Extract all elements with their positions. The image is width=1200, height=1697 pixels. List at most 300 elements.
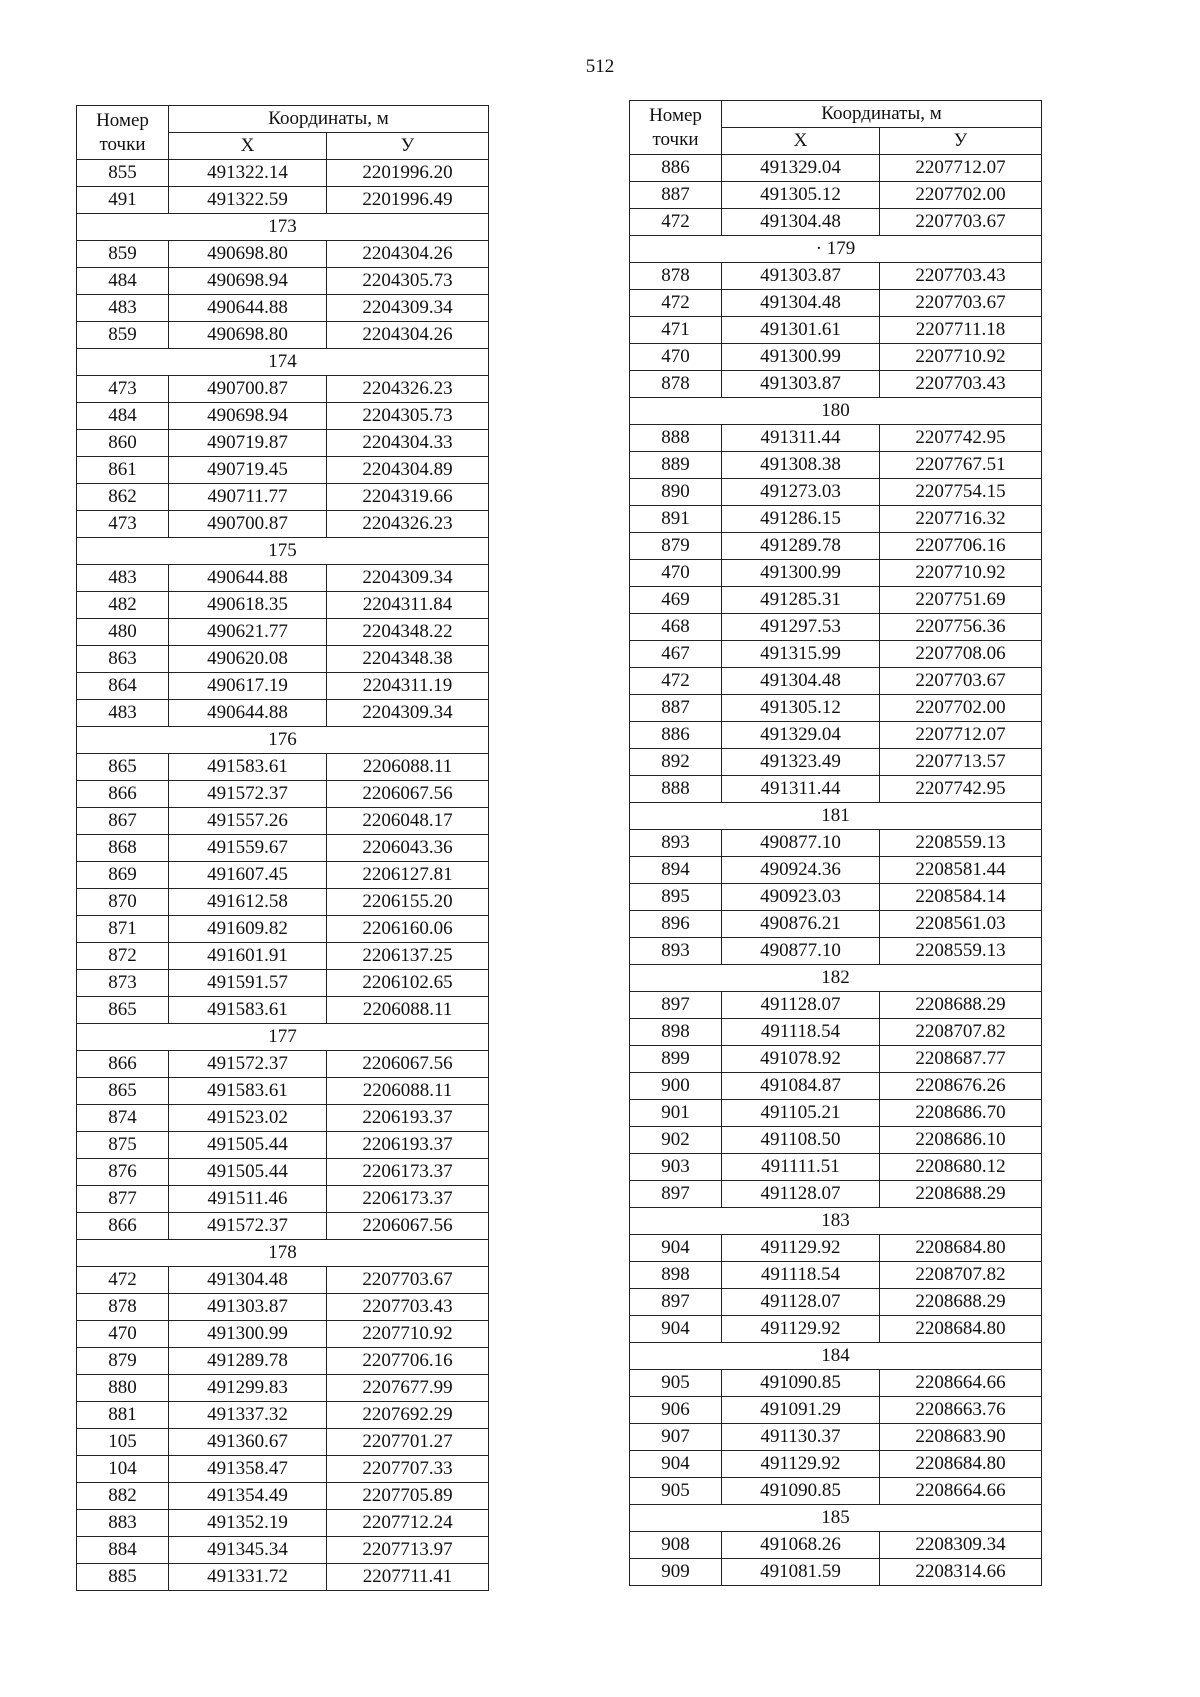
- x-coordinate-cell: 491304.48: [722, 209, 880, 236]
- y-coordinate-cell: 2208314.66: [880, 1559, 1042, 1586]
- x-coordinate-cell: 490698.94: [169, 268, 327, 295]
- point-number-cell: 898: [630, 1262, 722, 1289]
- y-coordinate-cell: 2206067.56: [327, 1213, 489, 1240]
- point-number-cell: 898: [630, 1019, 722, 1046]
- table-row: [630, 749, 1042, 776]
- point-number-cell: 886: [630, 155, 722, 182]
- point-number-cell: 473: [77, 511, 169, 538]
- table-row: [630, 1424, 1042, 1451]
- x-coordinate-cell: 490700.87: [169, 511, 327, 538]
- table-row: [630, 290, 1042, 317]
- point-number-cell: 883: [77, 1510, 169, 1537]
- y-coordinate-cell: 2207742.95: [880, 425, 1042, 452]
- y-coordinate-cell: 2204326.23: [327, 511, 489, 538]
- y-coordinate-cell: 2208684.80: [880, 1451, 1042, 1478]
- x-coordinate-cell: 491583.61: [169, 1078, 327, 1105]
- x-coordinate-cell: 491297.53: [722, 614, 880, 641]
- x-coordinate-cell: 491322.59: [169, 187, 327, 214]
- point-number-cell: 866: [77, 781, 169, 808]
- table-row: [630, 1451, 1042, 1478]
- section-row: [630, 1343, 1042, 1370]
- x-coordinate-cell: 491612.58: [169, 889, 327, 916]
- section-label: 177: [77, 1024, 489, 1051]
- table-row: [77, 1186, 489, 1213]
- table-row: [630, 1370, 1042, 1397]
- table-row: [77, 970, 489, 997]
- section-row: [77, 727, 489, 754]
- y-coordinate-cell: 2206193.37: [327, 1132, 489, 1159]
- y-coordinate-cell: 2204311.84: [327, 592, 489, 619]
- y-coordinate-cell: 2206137.25: [327, 943, 489, 970]
- table-row: [630, 479, 1042, 506]
- y-coordinate-cell: 2204348.22: [327, 619, 489, 646]
- y-coordinate-cell: 2207706.16: [327, 1348, 489, 1375]
- y-coordinate-cell: 2204304.26: [327, 241, 489, 268]
- x-coordinate-cell: 491609.82: [169, 916, 327, 943]
- y-header: У: [880, 128, 1042, 155]
- table-row: [77, 187, 489, 214]
- x-coordinate-cell: 491301.61: [722, 317, 880, 344]
- section-label: 182: [630, 965, 1042, 992]
- x-coordinate-cell: 490700.87: [169, 376, 327, 403]
- table-body-right: [630, 155, 1042, 1586]
- point-number-cell: 865: [77, 754, 169, 781]
- point-number-cell: 866: [77, 1213, 169, 1240]
- x-coordinate-cell: 491308.38: [722, 452, 880, 479]
- point-number-cell: 882: [77, 1483, 169, 1510]
- point-number-cell: 870: [77, 889, 169, 916]
- table-row: [630, 911, 1042, 938]
- point-number-cell: 888: [630, 776, 722, 803]
- y-coordinate-cell: 2206067.56: [327, 781, 489, 808]
- x-coordinate-cell: 491118.54: [722, 1019, 880, 1046]
- x-coordinate-cell: 491311.44: [722, 776, 880, 803]
- table-row: [630, 1019, 1042, 1046]
- point-number-cell: 909: [630, 1559, 722, 1586]
- x-coordinate-cell: 491305.12: [722, 182, 880, 209]
- y-coordinate-cell: 2204326.23: [327, 376, 489, 403]
- point-number-cell: 483: [77, 295, 169, 322]
- y-coordinate-cell: 2207713.97: [327, 1537, 489, 1564]
- y-header: У: [327, 133, 489, 160]
- point-number-cell: 867: [77, 808, 169, 835]
- table-row: [630, 317, 1042, 344]
- y-coordinate-cell: 2208309.34: [880, 1532, 1042, 1559]
- point-number-cell: 484: [77, 403, 169, 430]
- table-row: [630, 857, 1042, 884]
- y-coordinate-cell: 2207716.32: [880, 506, 1042, 533]
- y-coordinate-cell: 2208707.82: [880, 1262, 1042, 1289]
- x-coordinate-cell: 490876.21: [722, 911, 880, 938]
- table-row: [77, 1105, 489, 1132]
- point-number-cell: 879: [630, 533, 722, 560]
- point-number-header: [77, 106, 169, 160]
- y-coordinate-cell: 2207712.24: [327, 1510, 489, 1537]
- point-number-cell: 885: [77, 1564, 169, 1591]
- table-row: [77, 754, 489, 781]
- table-row: [630, 992, 1042, 1019]
- point-number-cell: 878: [630, 263, 722, 290]
- point-number-cell: 869: [77, 862, 169, 889]
- table-row: [630, 1235, 1042, 1262]
- section-label: 185: [630, 1505, 1042, 1532]
- x-coordinate-cell: 490621.77: [169, 619, 327, 646]
- point-number-header-line2: точки: [99, 133, 146, 155]
- x-coordinate-cell: 491289.78: [722, 533, 880, 560]
- table-row: [77, 1402, 489, 1429]
- y-coordinate-cell: 2207710.92: [880, 560, 1042, 587]
- point-number-cell: 877: [77, 1186, 169, 1213]
- y-coordinate-cell: 2206193.37: [327, 1105, 489, 1132]
- point-number-cell: 878: [630, 371, 722, 398]
- y-coordinate-cell: 2208686.10: [880, 1127, 1042, 1154]
- point-number-cell: 865: [77, 997, 169, 1024]
- x-coordinate-cell: 491345.34: [169, 1537, 327, 1564]
- point-number-cell: 482: [77, 592, 169, 619]
- section-row: [77, 1240, 489, 1267]
- y-coordinate-cell: 2204319.66: [327, 484, 489, 511]
- table-row: [77, 646, 489, 673]
- point-number-cell: 908: [630, 1532, 722, 1559]
- x-coordinate-cell: 491130.37: [722, 1424, 880, 1451]
- table-row: [630, 1181, 1042, 1208]
- x-coordinate-cell: 491572.37: [169, 1051, 327, 1078]
- table-row: [630, 1397, 1042, 1424]
- point-number-cell: 864: [77, 673, 169, 700]
- x-coordinate-cell: 491505.44: [169, 1159, 327, 1186]
- point-number-cell: 872: [77, 943, 169, 970]
- x-coordinate-cell: 491337.32: [169, 1402, 327, 1429]
- table-row: [630, 1154, 1042, 1181]
- x-coordinate-cell: 491352.19: [169, 1510, 327, 1537]
- x-coordinate-cell: 491591.57: [169, 970, 327, 997]
- point-number-cell: 888: [630, 425, 722, 452]
- table-row: [630, 425, 1042, 452]
- y-coordinate-cell: 2208561.03: [880, 911, 1042, 938]
- point-number-cell: 483: [77, 700, 169, 727]
- y-coordinate-cell: 2207712.07: [880, 722, 1042, 749]
- x-coordinate-cell: 491305.12: [722, 695, 880, 722]
- point-number-cell: 868: [77, 835, 169, 862]
- point-number-cell: 471: [630, 317, 722, 344]
- section-label: 176: [77, 727, 489, 754]
- x-header: X: [722, 128, 880, 155]
- table-row: [77, 1483, 489, 1510]
- table-row: [77, 1456, 489, 1483]
- x-coordinate-cell: 491303.87: [169, 1294, 327, 1321]
- table-row: [77, 862, 489, 889]
- table-row: [77, 1213, 489, 1240]
- y-coordinate-cell: 2206048.17: [327, 808, 489, 835]
- x-coordinate-cell: 491273.03: [722, 479, 880, 506]
- y-coordinate-cell: 2207702.00: [880, 695, 1042, 722]
- y-coordinate-cell: 2206127.81: [327, 862, 489, 889]
- point-number-cell: 484: [77, 268, 169, 295]
- y-coordinate-cell: 2207692.29: [327, 1402, 489, 1429]
- y-coordinate-cell: 2206173.37: [327, 1186, 489, 1213]
- point-number-cell: 897: [630, 1181, 722, 1208]
- point-number-cell: 901: [630, 1100, 722, 1127]
- section-label: 174: [77, 349, 489, 376]
- y-coordinate-cell: 2208676.26: [880, 1073, 1042, 1100]
- y-coordinate-cell: 2207703.43: [880, 263, 1042, 290]
- table-row: [77, 1537, 489, 1564]
- x-coordinate-cell: 491557.26: [169, 808, 327, 835]
- x-coordinate-cell: 490877.10: [722, 938, 880, 965]
- point-number-cell: 897: [630, 1289, 722, 1316]
- x-coordinate-cell: 491111.51: [722, 1154, 880, 1181]
- y-coordinate-cell: 2204309.34: [327, 295, 489, 322]
- point-number-cell: 887: [630, 695, 722, 722]
- x-coordinate-cell: 491311.44: [722, 425, 880, 452]
- point-number-cell: 906: [630, 1397, 722, 1424]
- point-number-cell: 904: [630, 1451, 722, 1478]
- table-row: [630, 938, 1042, 965]
- y-coordinate-cell: 2207703.67: [880, 209, 1042, 236]
- x-coordinate-cell: 490924.36: [722, 857, 880, 884]
- point-number-cell: 470: [77, 1321, 169, 1348]
- point-number-cell: 470: [630, 344, 722, 371]
- y-coordinate-cell: 2208581.44: [880, 857, 1042, 884]
- y-coordinate-cell: 2207767.51: [880, 452, 1042, 479]
- y-coordinate-cell: 2204304.33: [327, 430, 489, 457]
- x-coordinate-cell: 491358.47: [169, 1456, 327, 1483]
- y-coordinate-cell: 2208663.76: [880, 1397, 1042, 1424]
- point-number-cell: 470: [630, 560, 722, 587]
- x-coordinate-cell: 491505.44: [169, 1132, 327, 1159]
- table-row: [630, 155, 1042, 182]
- x-coordinate-cell: 491108.50: [722, 1127, 880, 1154]
- point-number-cell: 893: [630, 830, 722, 857]
- table-row: [630, 587, 1042, 614]
- point-number-cell: 875: [77, 1132, 169, 1159]
- table-row: [630, 560, 1042, 587]
- y-coordinate-cell: 2207756.36: [880, 614, 1042, 641]
- x-coordinate-cell: 491523.02: [169, 1105, 327, 1132]
- table-row: [630, 884, 1042, 911]
- point-number-cell: 894: [630, 857, 722, 884]
- y-coordinate-cell: 2204348.38: [327, 646, 489, 673]
- y-coordinate-cell: 2204311.19: [327, 673, 489, 700]
- table-row: [630, 722, 1042, 749]
- y-coordinate-cell: 2207711.18: [880, 317, 1042, 344]
- y-coordinate-cell: 2206043.36: [327, 835, 489, 862]
- point-number-cell: 105: [77, 1429, 169, 1456]
- y-coordinate-cell: 2208707.82: [880, 1019, 1042, 1046]
- table-row: [630, 695, 1042, 722]
- table-row: [630, 452, 1042, 479]
- section-row: [77, 1024, 489, 1051]
- x-coordinate-cell: 490719.87: [169, 430, 327, 457]
- point-number-cell: 472: [630, 668, 722, 695]
- point-number-cell: 905: [630, 1370, 722, 1397]
- coordinates-header: Координаты, м: [169, 106, 489, 133]
- x-coordinate-cell: 491304.48: [722, 668, 880, 695]
- point-number-cell: 473: [77, 376, 169, 403]
- x-coordinate-cell: 491090.85: [722, 1370, 880, 1397]
- y-coordinate-cell: 2207742.95: [880, 776, 1042, 803]
- y-coordinate-cell: 2204309.34: [327, 565, 489, 592]
- coordinates-header: Координаты, м: [722, 101, 1042, 128]
- table-row: [630, 830, 1042, 857]
- y-coordinate-cell: 2207701.27: [327, 1429, 489, 1456]
- point-number-cell: 469: [630, 587, 722, 614]
- table-row: [630, 1127, 1042, 1154]
- x-coordinate-cell: 490620.08: [169, 646, 327, 673]
- y-coordinate-cell: 2207711.41: [327, 1564, 489, 1591]
- point-number-cell: 876: [77, 1159, 169, 1186]
- x-coordinate-cell: 491090.85: [722, 1478, 880, 1505]
- point-number-cell: 889: [630, 452, 722, 479]
- x-coordinate-cell: 490698.80: [169, 241, 327, 268]
- point-number-cell: 878: [77, 1294, 169, 1321]
- y-coordinate-cell: 2208688.29: [880, 1181, 1042, 1208]
- point-number-cell: 900: [630, 1073, 722, 1100]
- y-coordinate-cell: 2207712.07: [880, 155, 1042, 182]
- point-number-cell: 899: [630, 1046, 722, 1073]
- point-number-cell: 897: [630, 992, 722, 1019]
- x-coordinate-cell: 491129.92: [722, 1316, 880, 1343]
- y-coordinate-cell: 2207706.16: [880, 533, 1042, 560]
- x-coordinate-cell: 490644.88: [169, 700, 327, 727]
- x-coordinate-cell: 491300.99: [722, 560, 880, 587]
- y-coordinate-cell: 2206173.37: [327, 1159, 489, 1186]
- y-coordinate-cell: 2206088.11: [327, 997, 489, 1024]
- coordinates-table-left: [76, 105, 489, 1591]
- x-header: X: [169, 133, 327, 160]
- section-row: [630, 1505, 1042, 1532]
- x-coordinate-cell: 491105.21: [722, 1100, 880, 1127]
- x-coordinate-cell: 491559.67: [169, 835, 327, 862]
- x-coordinate-cell: 491583.61: [169, 997, 327, 1024]
- y-coordinate-cell: 2208684.80: [880, 1316, 1042, 1343]
- table-row: [77, 322, 489, 349]
- y-coordinate-cell: 2207703.67: [327, 1267, 489, 1294]
- x-coordinate-cell: 491128.07: [722, 992, 880, 1019]
- x-coordinate-cell: 490698.80: [169, 322, 327, 349]
- x-coordinate-cell: 491601.91: [169, 943, 327, 970]
- section-row: [630, 803, 1042, 830]
- x-coordinate-cell: 491300.99: [722, 344, 880, 371]
- y-coordinate-cell: 2207710.92: [880, 344, 1042, 371]
- table-row: [77, 1429, 489, 1456]
- point-number-cell: 472: [77, 1267, 169, 1294]
- point-number-cell: 873: [77, 970, 169, 997]
- point-number-cell: 483: [77, 565, 169, 592]
- y-coordinate-cell: 2208686.70: [880, 1100, 1042, 1127]
- point-number-cell: 886: [630, 722, 722, 749]
- table-row: [77, 889, 489, 916]
- point-number-cell: 472: [630, 209, 722, 236]
- x-coordinate-cell: 490644.88: [169, 295, 327, 322]
- table-row: [77, 835, 489, 862]
- table-row: [77, 1510, 489, 1537]
- table-row: [77, 241, 489, 268]
- table-row: [630, 614, 1042, 641]
- table-row: [77, 376, 489, 403]
- y-coordinate-cell: 2207707.33: [327, 1456, 489, 1483]
- y-coordinate-cell: 2207702.00: [880, 182, 1042, 209]
- point-number-cell: 861: [77, 457, 169, 484]
- table-row: [77, 808, 489, 835]
- y-coordinate-cell: 2207677.99: [327, 1375, 489, 1402]
- y-coordinate-cell: 2206102.65: [327, 970, 489, 997]
- point-number-cell: 472: [630, 290, 722, 317]
- point-number-cell: 880: [77, 1375, 169, 1402]
- x-coordinate-cell: 491572.37: [169, 1213, 327, 1240]
- point-number-cell: 881: [77, 1402, 169, 1429]
- point-number-cell: 907: [630, 1424, 722, 1451]
- point-number-cell: 491: [77, 187, 169, 214]
- point-number-cell: 904: [630, 1235, 722, 1262]
- section-label: 181: [630, 803, 1042, 830]
- x-coordinate-cell: 491329.04: [722, 155, 880, 182]
- table-row: [630, 263, 1042, 290]
- x-coordinate-cell: 491583.61: [169, 754, 327, 781]
- x-coordinate-cell: 491078.92: [722, 1046, 880, 1073]
- table-row: [77, 565, 489, 592]
- table-row: [630, 1289, 1042, 1316]
- point-number-cell: 902: [630, 1127, 722, 1154]
- table-row: [77, 781, 489, 808]
- y-coordinate-cell: 2201996.49: [327, 187, 489, 214]
- x-coordinate-cell: 491285.31: [722, 587, 880, 614]
- table-row: [630, 533, 1042, 560]
- point-number-header: [630, 101, 722, 155]
- x-coordinate-cell: 491286.15: [722, 506, 880, 533]
- section-label: 184: [630, 1343, 1042, 1370]
- x-coordinate-cell: 490711.77: [169, 484, 327, 511]
- point-number-cell: 893: [630, 938, 722, 965]
- y-coordinate-cell: 2207703.67: [880, 668, 1042, 695]
- point-number-cell: 871: [77, 916, 169, 943]
- table-row: [77, 1051, 489, 1078]
- table-row: [630, 1316, 1042, 1343]
- table-row: [77, 1267, 489, 1294]
- x-coordinate-cell: 491068.26: [722, 1532, 880, 1559]
- x-coordinate-cell: 491315.99: [722, 641, 880, 668]
- table-row: [630, 1046, 1042, 1073]
- point-number-header-line1: Номер: [649, 104, 702, 126]
- y-coordinate-cell: 2204304.26: [327, 322, 489, 349]
- x-coordinate-cell: 491304.48: [169, 1267, 327, 1294]
- y-coordinate-cell: 2206067.56: [327, 1051, 489, 1078]
- x-coordinate-cell: 491081.59: [722, 1559, 880, 1586]
- x-coordinate-cell: 491323.49: [722, 749, 880, 776]
- x-coordinate-cell: 491084.87: [722, 1073, 880, 1100]
- table-row: [77, 403, 489, 430]
- y-coordinate-cell: 2207713.57: [880, 749, 1042, 776]
- y-coordinate-cell: 2208688.29: [880, 1289, 1042, 1316]
- x-coordinate-cell: 491303.87: [722, 371, 880, 398]
- x-coordinate-cell: 491129.92: [722, 1451, 880, 1478]
- x-coordinate-cell: 490618.35: [169, 592, 327, 619]
- table-row: [77, 511, 489, 538]
- x-coordinate-cell: 491303.87: [722, 263, 880, 290]
- y-coordinate-cell: 2207751.69: [880, 587, 1042, 614]
- coordinates-table-right: [629, 100, 1042, 1586]
- table-row: [77, 1294, 489, 1321]
- table-row: [77, 268, 489, 295]
- section-row: [77, 214, 489, 241]
- table-row: [630, 1073, 1042, 1100]
- x-coordinate-cell: 491322.14: [169, 160, 327, 187]
- y-coordinate-cell: 2207703.43: [327, 1294, 489, 1321]
- point-number-cell: 905: [630, 1478, 722, 1505]
- x-coordinate-cell: 491128.07: [722, 1289, 880, 1316]
- x-coordinate-cell: 491128.07: [722, 1181, 880, 1208]
- point-number-cell: 896: [630, 911, 722, 938]
